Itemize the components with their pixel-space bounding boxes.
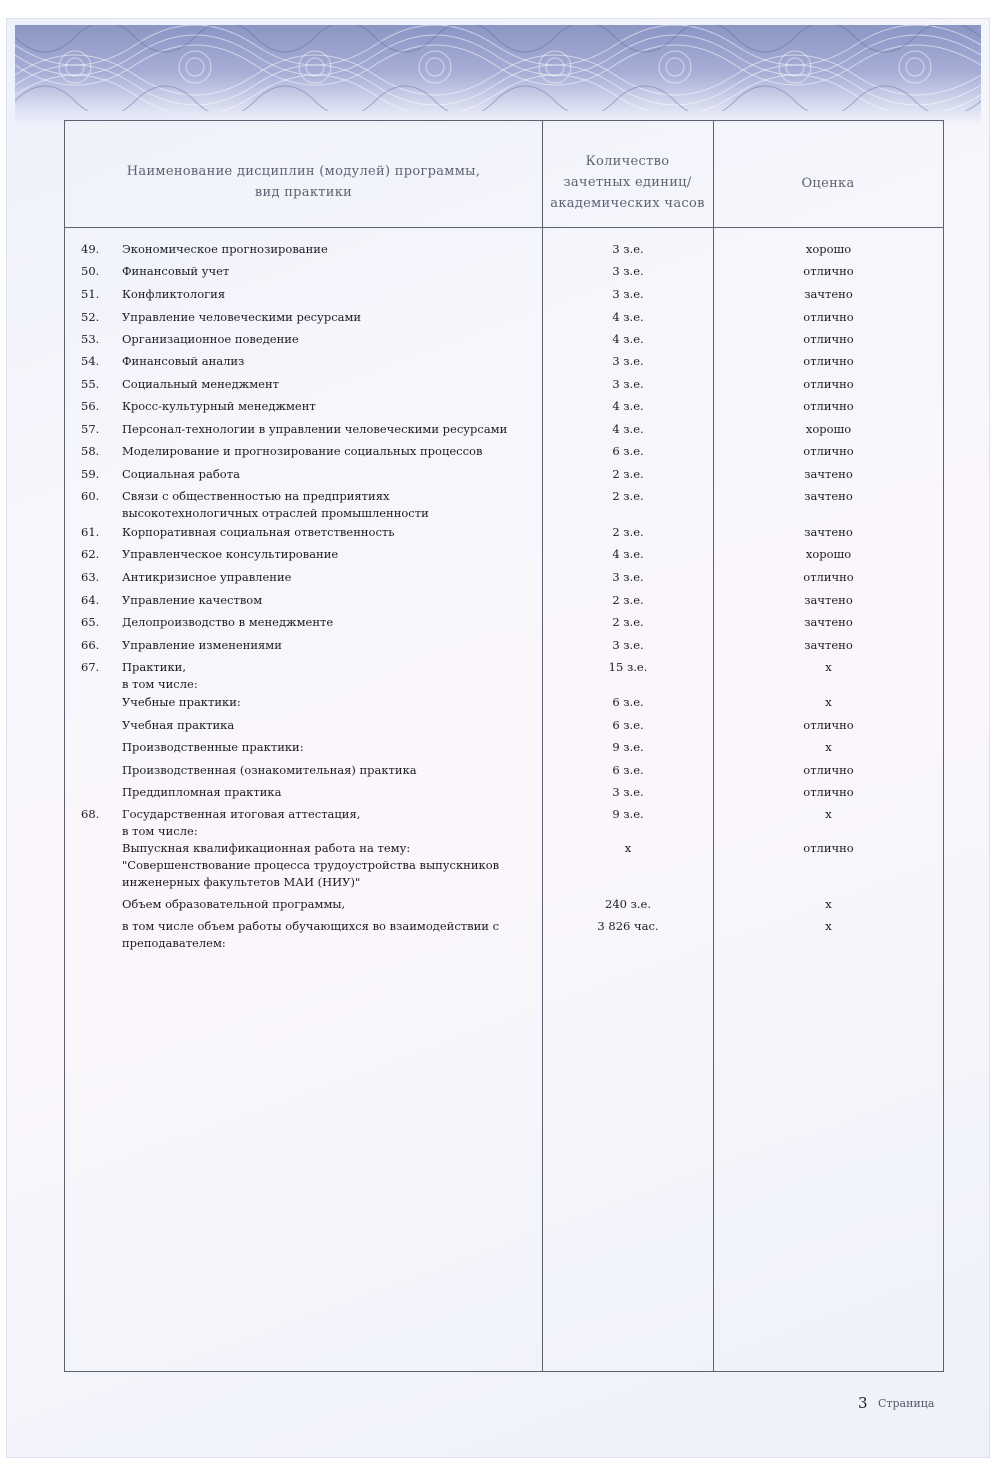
discipline-name-line: Антикризисное управление — [122, 570, 292, 584]
discipline-name-line: Объем образовательной программы, — [122, 897, 346, 911]
discipline-name-line: Преддипломная практика — [122, 785, 282, 799]
grade: зачтено — [804, 593, 853, 607]
credit-units: 2 з.е. — [612, 593, 644, 607]
row-number: 56. — [81, 399, 100, 413]
credit-units: 4 з.е. — [612, 399, 644, 413]
row-number: 57. — [81, 422, 100, 436]
row-number: 67. — [81, 660, 100, 674]
discipline-name-line: Управление человеческими ресурсами — [122, 310, 362, 324]
discipline-name-line: Государственная итоговая аттестация, — [122, 807, 361, 821]
discipline-name-line: "Совершенствование процесса трудоустройства выпускников — [122, 858, 500, 872]
discipline-name-line: Управленческое консультирование — [122, 547, 339, 561]
discipline-name — [122, 488, 532, 522]
grade: отлично — [803, 377, 854, 391]
credit-units: 4 з.е. — [612, 547, 644, 561]
discipline-name — [122, 739, 532, 756]
discipline-name-line: Организационное поведение — [122, 332, 299, 346]
discipline-name — [122, 784, 532, 801]
grade: отлично — [803, 264, 854, 278]
credit-units: 3 з.е. — [612, 264, 644, 278]
discipline-name-line: Практики, — [122, 660, 186, 674]
discipline-name — [122, 241, 532, 258]
grade: зачтено — [804, 467, 853, 481]
guilloche-pattern-icon — [15, 25, 981, 111]
row-number: 54. — [81, 354, 100, 368]
discipline-name — [122, 896, 532, 913]
discipline-name-line: Управление качеством — [122, 593, 263, 607]
credit-units: 4 з.е. — [612, 310, 644, 324]
discipline-name — [122, 806, 532, 840]
discipline-name — [122, 569, 532, 586]
discipline-name-line: Моделирование и прогнозирование социальных процессов — [122, 444, 483, 458]
discipline-name-line: в том числе: — [122, 677, 198, 691]
row-number: 64. — [81, 593, 100, 607]
credit-units: 3 з.е. — [612, 354, 644, 368]
discipline-name-line: в том числе: — [122, 824, 198, 838]
discipline-name — [122, 309, 532, 326]
grade: х — [825, 807, 832, 821]
grade: отлично — [803, 332, 854, 346]
row-number: 58. — [81, 444, 100, 458]
credit-units: 6 з.е. — [612, 444, 644, 458]
credit-units: 4 з.е. — [612, 422, 644, 436]
row-number: 50. — [81, 264, 100, 278]
discipline-name — [122, 331, 532, 348]
discipline-name-line: Учебная практика — [122, 718, 235, 732]
grade: отлично — [803, 444, 854, 458]
credit-units: 4 з.е. — [612, 332, 644, 346]
column-divider — [713, 121, 714, 1371]
credit-units: х — [624, 841, 632, 855]
discipline-name-line: Конфликтология — [122, 287, 226, 301]
credit-units: 3 з.е. — [612, 638, 644, 652]
discipline-name-line: Персонал-технологии в управлении человеческими ресурсами — [122, 422, 508, 436]
grade: х — [825, 919, 832, 933]
row-number: 61. — [81, 525, 100, 539]
row-number: 68. — [81, 807, 100, 821]
discipline-name — [122, 762, 532, 779]
row-number: 52. — [81, 310, 100, 324]
page-number: 3 — [858, 1394, 868, 1412]
grade: х — [825, 897, 832, 911]
row-number: 63. — [81, 570, 100, 584]
discipline-name-line: Социальный менеджмент — [122, 377, 280, 391]
grade: отлично — [803, 399, 854, 413]
grade: отлично — [803, 570, 854, 584]
discipline-name-line: высокотехнологичных отраслей промышленности — [122, 506, 429, 520]
grade: хорошо — [805, 242, 852, 256]
discipline-name-line: в том числе объем работы обучающихся во взаимодействии с — [122, 919, 500, 933]
discipline-name — [122, 421, 532, 438]
credit-units: 240 з.е. — [605, 897, 651, 911]
credit-units: 3 з.е. — [612, 570, 644, 584]
discipline-name — [122, 918, 532, 952]
header-name-column — [65, 161, 542, 203]
grade: отлично — [803, 763, 854, 777]
discipline-name-line: Делопроизводство в менеджменте — [122, 615, 334, 629]
grade: зачтено — [804, 525, 853, 539]
row-number: 59. — [81, 467, 100, 481]
discipline-name-line: Связи с общественностью на предприятиях — [122, 489, 390, 503]
grade: отлично — [803, 785, 854, 799]
discipline-name — [122, 659, 532, 693]
grade: х — [825, 660, 832, 674]
credit-units: 2 з.е. — [612, 615, 644, 629]
discipline-name-line: Экономическое прогнозирование — [122, 242, 328, 256]
page-label: Страница — [878, 1397, 935, 1410]
discipline-name — [122, 443, 532, 460]
credit-units: 9 з.е. — [612, 740, 644, 754]
credit-units: 6 з.е. — [612, 718, 644, 732]
disciplines-table — [64, 120, 944, 1372]
discipline-name — [122, 614, 532, 631]
header-units-line: академических часов — [550, 196, 705, 211]
credit-units: 3 з.е. — [612, 242, 644, 256]
credit-units: 3 826 час. — [597, 919, 659, 933]
discipline-name — [122, 694, 532, 711]
grade: зачтено — [804, 287, 853, 301]
row-number: 65. — [81, 615, 100, 629]
discipline-name — [122, 263, 532, 280]
discipline-name — [122, 546, 532, 563]
grade: зачтено — [804, 615, 853, 629]
discipline-name-line: Кросс-культурный менеджмент — [122, 399, 316, 413]
credit-units: 3 з.е. — [612, 287, 644, 301]
row-number: 60. — [81, 489, 100, 503]
header-grade-label: Оценка — [801, 176, 855, 191]
discipline-name-line: Корпоративная социальная ответственность — [122, 525, 395, 539]
credit-units: 3 з.е. — [612, 785, 644, 799]
row-number: 62. — [81, 547, 100, 561]
grade: хорошо — [805, 422, 852, 436]
grade: зачтено — [804, 638, 853, 652]
credit-units: 2 з.е. — [612, 467, 644, 481]
discipline-name-line: Производственные практики: — [122, 740, 304, 754]
credit-units: 2 з.е. — [612, 489, 644, 503]
discipline-name-line: Производственная (ознакомительная) практика — [122, 763, 417, 777]
discipline-name — [122, 717, 532, 734]
grade: отлично — [803, 841, 854, 855]
guilloche-ornament-band — [15, 25, 981, 111]
credit-units: 3 з.е. — [612, 377, 644, 391]
grade: х — [825, 695, 832, 709]
header-units-line: Количество — [585, 154, 670, 169]
discipline-name-line: Финансовый учет — [122, 264, 230, 278]
header-units-line: зачетных единиц/ — [563, 175, 692, 190]
discipline-name-line: преподавателем: — [122, 936, 226, 950]
grade: отлично — [803, 718, 854, 732]
grade: хорошо — [805, 547, 852, 561]
row-number: 49. — [81, 242, 100, 256]
discipline-name-line: Выпускная квалификационная работа на тему: — [122, 841, 411, 855]
discipline-name — [122, 376, 532, 393]
discipline-name-line: Социальная работа — [122, 467, 240, 481]
credit-units: 2 з.е. — [612, 525, 644, 539]
grade: отлично — [803, 354, 854, 368]
row-number: 66. — [81, 638, 100, 652]
credit-units: 9 з.е. — [612, 807, 644, 821]
row-number: 51. — [81, 287, 100, 301]
discipline-name — [122, 466, 532, 483]
discipline-name-line: Учебные практики: — [122, 695, 241, 709]
discipline-name-line: Финансовый анализ — [122, 354, 245, 368]
credit-units: 6 з.е. — [612, 695, 644, 709]
header-divider — [65, 227, 943, 228]
grade: зачтено — [804, 489, 853, 503]
discipline-name-line: Управление изменениями — [122, 638, 282, 652]
grade: х — [825, 740, 832, 754]
discipline-name — [122, 286, 532, 303]
header-grade-column — [713, 173, 943, 194]
credit-units: 15 з.е. — [608, 660, 648, 674]
header-name-line: вид практики — [254, 185, 353, 200]
header-units-column — [542, 151, 713, 214]
grade: отлично — [803, 310, 854, 324]
discipline-name — [122, 353, 532, 370]
discipline-name-line: инженерных факультетов МАИ (НИУ)" — [122, 875, 361, 889]
discipline-name — [122, 840, 532, 891]
credit-units: 6 з.е. — [612, 763, 644, 777]
row-number: 55. — [81, 377, 100, 391]
discipline-name — [122, 637, 532, 654]
discipline-name — [122, 592, 532, 609]
header-name-line: Наименование дисциплин (модулей) программы, — [126, 164, 481, 179]
discipline-name — [122, 398, 532, 415]
row-number: 53. — [81, 332, 100, 346]
discipline-name — [122, 524, 532, 541]
